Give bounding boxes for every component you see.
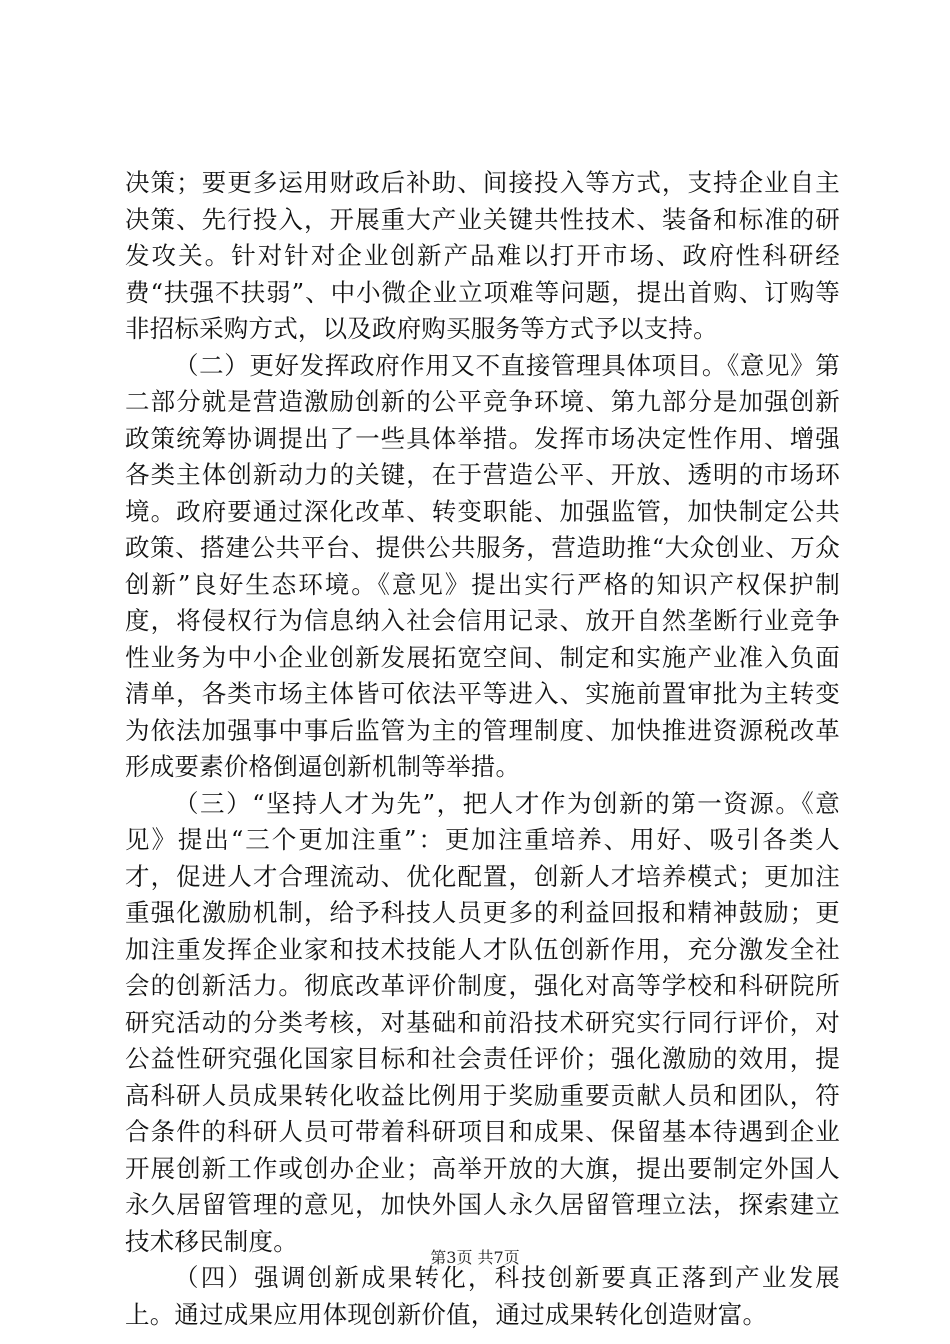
- paragraph-continuation: 决策；要更多运用财政后补助、间接投入等方式，支持企业自主决策、先行投入，开展重大产业关键共性技术、装备和标准的研发攻关。针对针对企业创新产品难以打开市场、政府性科研经费“扶强不扶弱”、中小微企业立项难等问题，提出首购、订购等非招标采购方式，以及政府购买服务等方式予以支持。: [125, 168, 840, 343]
- paragraph-section-2: （二）更好发挥政府作用又不直接管理具体项目。《意见》第二部分就是营造激励创新的公平竞争环境、第九部分是加强创新政策统筹协调提出了一些具体举措。发挥市场决定性作用、增强各类主体创新动力的关键，在于营造公平、开放、透明的市场环境。政府要通过深化改革、转变职能、加强监管，加快制定公共政策、搭建公共平台、提供公共服务，营造助推“大众创业、万众创新”良好生态环境。《意见》提出实行严格的知识产权保护制度，将侵权行为信息纳入社会信用记录、放开自然垄断行业竞争性业务为中小企业创新发展拓宽空间、制定和实施产业准入负面清单，各类市场主体皆可依法平等进入、实施前置审批为主转变为依法加强事中事后监管为主的管理制度、加快推进资源税改革形成要素价格倒逼创新机制等举措。: [125, 350, 840, 781]
- paragraph-section-3: （三）“坚持人才为先”，把人才作为创新的第一资源。《意见》提出“三个更加注重”：更加注重培养、用好、吸引各类人才，促进人才合理流动、优化配置，创新人才培养模式；更加注重强化激励机制，给予科技人员更多的利益回报和精神鼓励；更加注重发挥企业家和技术技能人才队伍创新作用，充分激发全社会的创新活力。彻底改革评价制度，强化对高等学校和科研院所研究活动的分类考核，对基础和前沿技术研究实行同行评价，对公益性研究强化国家目标和社会责任评价；强化激励的效用，提高科研人员成果转化收益比例用于奖励重要贡献人员和团队，符合条件的科研人员可带着科研项目和成果、保留基本待遇到企业开展创新工作或创办企业；高举开放的大旗，提出要制定外国人永久居留管理的意见，加快外国人永久居留管理立法，探索建立技术移民制度。: [125, 788, 840, 1256]
- page-footer: 第3页 共7页: [430, 1248, 520, 1267]
- paragraph-section-4: （四）强调创新成果转化，科技创新要真正落到产业发展上。通过成果应用体现创新价值，通过成果转化创造财富。: [125, 1263, 840, 1329]
- document-body: [125, 165, 840, 1333]
